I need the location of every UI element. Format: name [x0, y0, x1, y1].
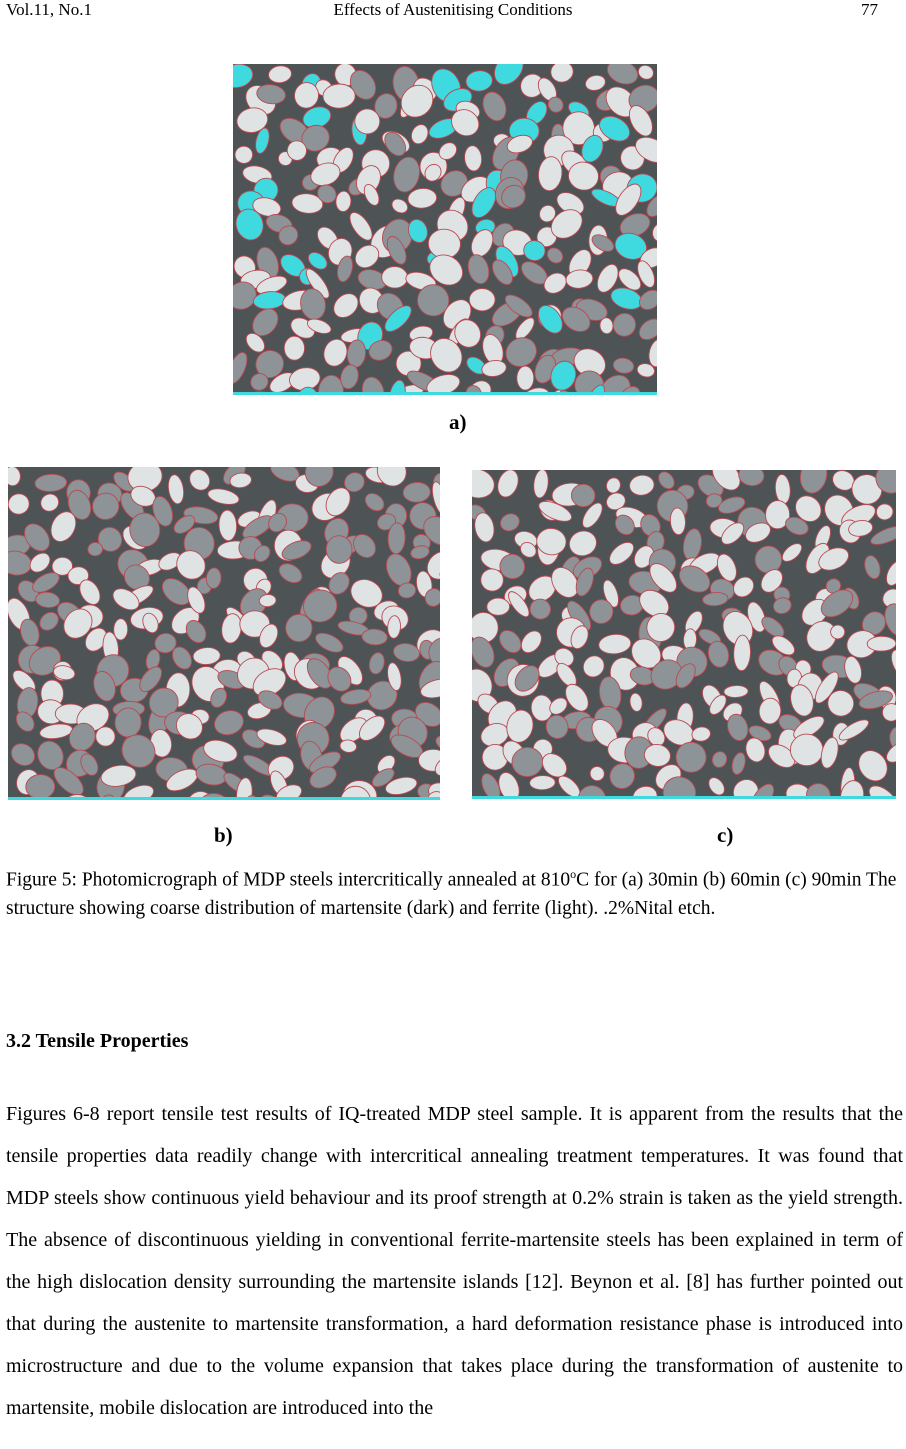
figure-caption — [6, 860, 901, 923]
caption-lead: Figure 5: Photomicrograph of MDP steels intercritically annealed at 810 — [6, 869, 571, 891]
grain — [286, 614, 312, 641]
grain — [724, 685, 749, 698]
photomicrograph-a-image — [233, 64, 657, 395]
caption-tail: C for (a) 30min (b) 60min (c) 90min The structure showing coarse distribution of martensite (dark) and ferrite (light). .2%Nital etch. — [6, 869, 897, 919]
degree-superscript: o — [570, 867, 577, 881]
grain — [26, 774, 55, 799]
micrograph-bottom-edge — [233, 392, 657, 395]
grain — [469, 288, 495, 311]
running-header-title: Effects of Austenitising Conditions — [333, 0, 573, 19]
grain — [867, 636, 896, 651]
grain — [284, 336, 305, 360]
photomicrograph-c-image — [472, 470, 896, 799]
micrograph-bottom-edge — [8, 797, 440, 800]
page-number: 77 — [861, 0, 878, 19]
section-heading: 3.2 Tensile Properties — [6, 1030, 189, 1052]
photomicrograph-c — [472, 470, 896, 799]
grain — [381, 266, 408, 288]
panel-label-a: a) — [449, 410, 467, 434]
panel-label-c: c) — [717, 823, 734, 847]
running-header-volume: Vol.11, No.1 — [6, 0, 92, 19]
grain — [831, 625, 845, 639]
grain — [487, 598, 510, 615]
micrograph-bottom-edge — [472, 796, 896, 799]
body-paragraph: Figures 6-8 report tensile test results of IQ-treated MDP steel sample. It is apparent from the results that the tensile properties data readily change with intercritical annealing treatment temperatures. It was found that MDP steels show continuous yield behaviour and its proof strength at 0.2% strain is taken as the yield strength. The absence of discontinuous yielding in conventional ferrite-martensite steels has been explained in term of the high dislocation density surrounding the martensite islands [12]. Beynon et al. [8] has further pointed out that during the austenite to martensite transformation, a hard deformation resistance phase is introduced into microstructure and due to the volume expansion that takes place during the transformation of austenite to martensite, mobile dislocation are introduced into the — [6, 1103, 903, 1419]
grain — [517, 366, 534, 390]
photomicrograph-b-image — [8, 467, 440, 800]
grain — [790, 734, 823, 766]
panel-label-b: b) — [214, 823, 233, 847]
photomicrograph-b — [8, 467, 440, 800]
photomicrograph-a — [233, 64, 657, 395]
